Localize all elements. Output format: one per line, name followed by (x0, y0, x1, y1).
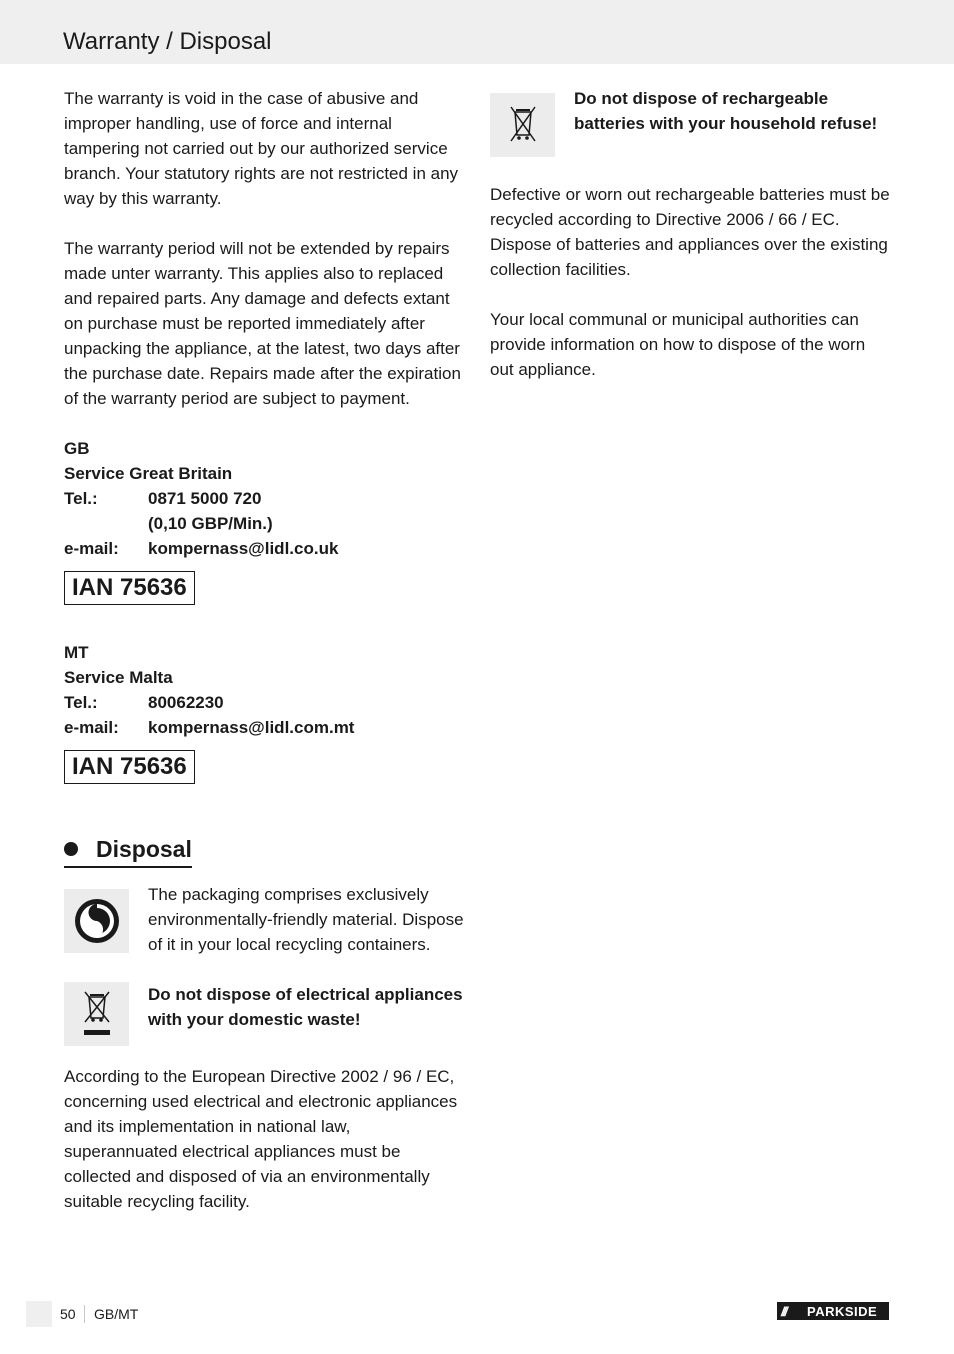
service-mt (64, 640, 464, 784)
parkside-logo (777, 1302, 889, 1320)
footer-divider (84, 1305, 85, 1323)
service-gb-tel-rate: (0,10 GBP/Min.) (148, 514, 273, 533)
service-mt-country: MT (64, 643, 89, 662)
authorities-paragraph: Your local communal or municipal authorities can provide information on how to dispose of the worn out appliance. (490, 310, 866, 379)
ian-badge: IAN 75636 (64, 750, 195, 784)
right-column (490, 86, 890, 407)
service-gb-email-row (64, 536, 464, 561)
service-gb-tel: 0871 5000 720 (148, 489, 262, 508)
battery-directive-paragraph: Defective or worn out rechargeable batteries must be recycled according to Directive 2006 / 66 / EC. Dispose of batteries and appliances over the existing collection facilities. (490, 185, 890, 279)
service-mt-name: Service Malta (64, 668, 173, 687)
service-mt-tel-row (64, 690, 464, 715)
service-gb-tel-row (64, 486, 464, 511)
tel-label: Tel.: (64, 693, 98, 712)
packaging-row (64, 882, 464, 957)
electrical-warning-text: Do not dispose of electrical appliances with your domestic waste! (148, 985, 463, 1029)
warranty-void-paragraph: The warranty is void in the case of abusive and improper handling, use of force and internal tampering not carried out by our authorized service branch. Your statutory rights are not restricted in any way by this warranty. (64, 89, 459, 208)
packaging-text: The packaging comprises exclusively environmentally-friendly material. Dispose of it in your local recycling containers. (148, 885, 464, 954)
service-gb-email[interactable]: kompernass@lidl.co.uk (148, 539, 339, 558)
footer-region: GB/MT (94, 1306, 139, 1322)
service-gb-name: Service Great Britain (64, 464, 233, 483)
footer-marker (26, 1301, 52, 1327)
tel-label: Tel.: (64, 489, 98, 508)
logo-text: PARKSIDE (807, 1303, 878, 1319)
service-mt-tel: 80062230 (148, 693, 224, 712)
service-gb-rate-row (64, 511, 464, 536)
service-mt-email-row (64, 715, 464, 740)
page-number: 50 (60, 1306, 76, 1322)
service-gb-country: GB (64, 439, 90, 458)
email-label: e-mail: (64, 539, 119, 558)
logo-slashes: /// (781, 1303, 786, 1319)
warranty-period-paragraph: The warranty period will not be extended by repairs made unter warranty. This applies also to replaced and repaired parts. Any damage and defects extant on purchase must be reported immediately after unpacking the appliance, at the latest, two days after the purchase date. Repairs made after the expiration of the warranty period are subject to payment. (64, 239, 461, 408)
disposal-title: Disposal (96, 836, 192, 862)
green-dot-icon (64, 889, 129, 953)
battery-warning-row (490, 86, 890, 157)
battery-warning-text: Do not dispose of rechargeable batteries with your household refuse! (574, 89, 878, 133)
crossed-bin-icon (490, 93, 555, 157)
crossed-bin-icon (64, 982, 129, 1046)
email-label: e-mail: (64, 718, 119, 737)
service-mt-email[interactable]: kompernass@lidl.com.mt (148, 718, 355, 737)
electrical-warning-row (64, 982, 464, 1046)
left-column (64, 86, 464, 1239)
page-title: Warranty / Disposal (63, 28, 272, 55)
directive-paragraph: According to the European Directive 2002 / 96 / EC, concerning used electrical and electronic appliances and its implementation in national law, superannuated electrical appliances must be collected and disposed of via an environmentally suitable recycling facility. (64, 1067, 458, 1211)
ian-badge: IAN 75636 (64, 571, 195, 605)
bullet-icon (64, 842, 78, 856)
disposal-heading (64, 834, 192, 868)
service-gb (64, 436, 464, 605)
